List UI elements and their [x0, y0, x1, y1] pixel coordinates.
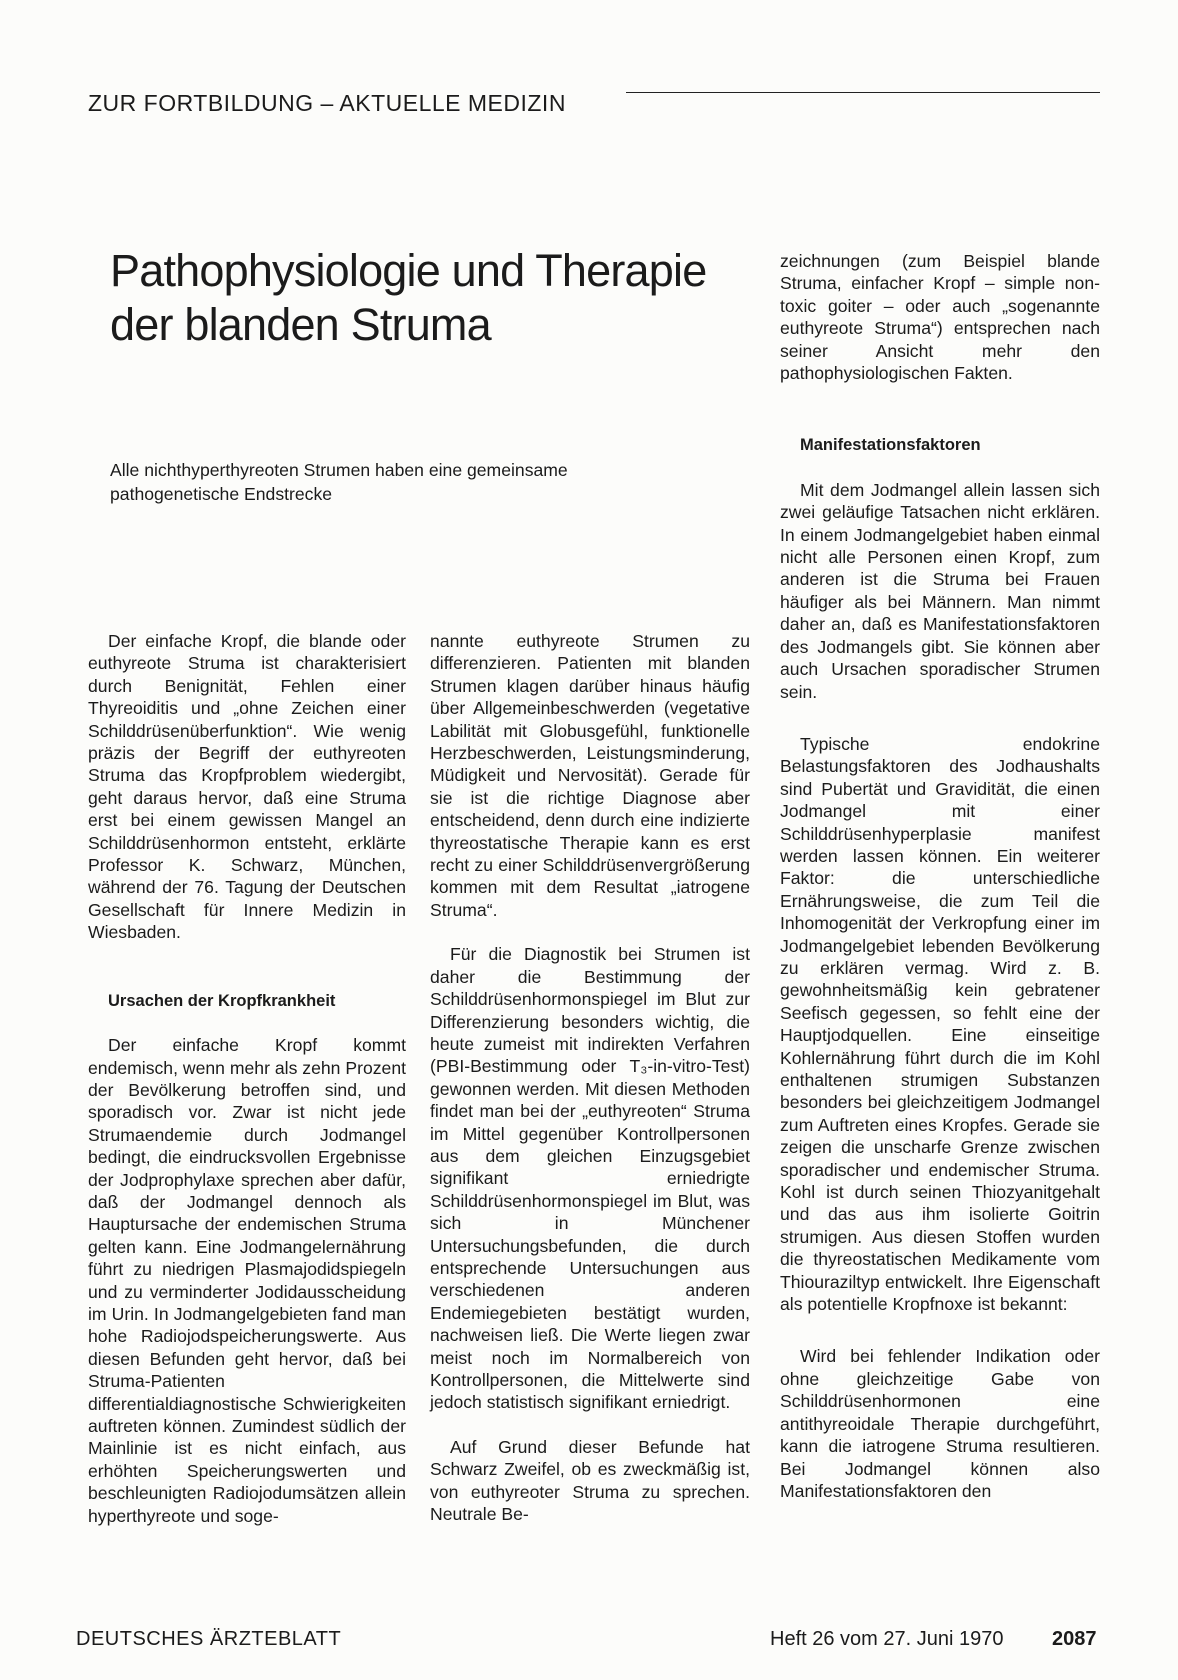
- paragraph: nannte euthyreote Strumen zu differenzieren. Patienten mit blanden Strumen klagen darüber hinaus häufig über Allgemeinbeschwerden (vegetative Labilität mit Globusgefühl, funktionelle Herzbeschwerden, Leistungsminderung, Müdigkeit und Nervosität). Gerade für sie ist die richtige Diagnose aber entscheidend, denn durch eine indizierte thyreostatische Therapie kann es erst recht zu einer Schilddrüsenvergrößerung kommen mit dem Resultat „iatrogene Struma“.: [430, 631, 750, 920]
- journal-name: DEUTSCHES ÄRZTEBLATT: [76, 1628, 342, 1650]
- section-header: ZUR FORTBILDUNG – AKTUELLE MEDIZIN: [88, 90, 566, 116]
- section-heading: Manifestationsfaktoren: [800, 436, 981, 455]
- header-rule: [626, 92, 1100, 93]
- paragraph: Mit dem Jodmangel allein lassen sich zwei geläufige Tatsachen nicht erklären. In einem Jodmangelgebiet haben einmal nicht alle Personen einen Kropf, zum anderen ist die Struma bei Frauen häufiger als bei Männern. Man nimmt daher an, daß es Manifestationsfaktoren des Jodmangels gibt. Sie können aber auch Ursachen sporadischer Strumen sein.: [780, 479, 1100, 702]
- title-line-1: Pathophysiologie und Therapie: [110, 245, 707, 296]
- issue-info: Heft 26 vom 27. Juni 1970: [770, 1628, 1004, 1650]
- article-subtitle: Alle nichthyperthyreoten Strumen haben eine gemeinsame pathogenetische Endstrecke: [110, 460, 568, 504]
- paragraph: Für die Diagnostik bei Strumen ist daher die Bestimmung der Schilddrüsenhormonspiegel im Blut zur Differenzierung besonders wichtig, die heute zumeist mit indirekten Verfahren (PBI-Bestimmung oder T₃-in-vitro-Test) gewonnen werden. Mit diesen Methoden findet man bei der „euthyreoten“ Struma im Mittel gegenüber Kontrollpersonen aus dem gleichen Einzugsgebiet signifikant erniedrigte Schilddrüsenhormonspiegel im Blut, was sich in Münchener Untersuchungsbefunden, die durch entsprechende Untersuchungen aus verschiedenen anderen Endemiegebieten bestätigt wurden, nachweisen ließ. Die Werte liegen zwar meist noch im Normalbereich von Kontrollpersonen, die Mittelwerte sind jedoch statistisch signifikant erniedrigt.: [430, 944, 750, 1413]
- article-title: [110, 244, 760, 352]
- paragraph: Wird bei fehlender Indikation oder ohne gleichzeitige Gabe von Schilddrüsenhormonen eine antithyreoidale Therapie durchgeführt, kann die iatrogene Struma resultieren. Bei Jodmangel können also Manifestationsfaktoren den: [780, 1346, 1100, 1501]
- paragraph: Typische endokrine Belastungsfaktoren des Jodhaushalts sind Pubertät und Gravidität, die einen Jodmangel mit einer Schilddrüsenhyperplasie manifest werden lassen können. Ein weiterer Faktor: die unterschiedliche Ernährungsweise, die zum Teil die Inhomogenität der Verkropfung einer im Jodmangelgebiet lebenden Bevölkerung zu erklären vermag. Wird z. B. gewohnheitsmäßig kein gebratener Seefisch gegessen, so fehlt eine der Hauptjodquellen. Eine einseitige Kohlernährung führt durch die im Kohl enthaltenen strumigen Substanzen besonders bei gleichzeitigem Jodmangel zum Auftreten eines Kropfes. Gerade sie zeigen die unscharfe Grenze zwischen sporadischer und endemischer Struma. Kohl ist durch seinen Thiozyanitgehalt und das aus ihm isolierte Goitrin strumigen. Aus diesen Stoffen wurden die thyreostatischen Medikamente vom Thiouraziltyp entwickelt. Ihre Eigenschaft als potentielle Kropfnoxe ist bekannt:: [780, 733, 1100, 1315]
- text-column-1: [88, 630, 406, 1527]
- page-number: 2087: [1052, 1628, 1097, 1650]
- paragraph: zeichnungen (zum Beispiel blande Struma, einfacher Kropf – simple non-toxic goiter – oder auch „sogenannte euthyreote Struma“) entsprechen nach seiner Ansicht mehr den pathophysiologischen Fakten.: [780, 251, 1100, 384]
- paragraph: Der einfache Kropf, die blande oder euthyreote Struma ist charakterisiert durch Benignität, Fehlen einer Thyreoiditis und „ohne Zeichen einer Schilddrüsenüberfunktion“. Wie wenig präzis der Begriff der euthyreoten Struma das Kropfproblem wiedergibt, geht daraus hervor, daß eine Struma erst bei einem gewissen Mangel an Schilddrüsenhormon entsteht, erklärte Professor K. Schwarz, München, während der 76. Tagung der Deutschen Gesellschaft für Innere Medizin in Wiesbaden.: [88, 631, 406, 943]
- text-column-2: [430, 630, 750, 1525]
- paragraph: Der einfache Kropf kommt endemisch, wenn mehr als zehn Prozent der Bevölkerung betroffen sind, und sporadisch vor. Zwar ist nicht jede Strumaendemie durch Jodmangel bedingt, die eindrucksvollen Ergebnisse der Jodprophylaxe sprechen aber dafür, daß der Jodmangel dennoch als Hauptursache der endemischen Struma gelten kann. Eine Jodmangelernährung führt zu niedrigen Plasmajodidspiegeln und zu verminderter Jodidausscheidung im Urin. In Jodmangelgebieten fand man hohe Radiojodspeicherungswerte. Aus diesen Befunden geht hervor, daß bei Struma-Patienten differentialdiagnostische Schwierigkeiten auftreten können. Zumindest südlich der Mainlinie ist es nicht einfach, aus erhöhten Speicherungswerten und beschleunigten Radiojodumsätzen allein hyperthyreote und soge-: [88, 1035, 406, 1526]
- paragraph: Auf Grund dieser Befunde hat Schwarz Zweifel, ob es zweckmäßig ist, von euthyreoter Struma zu sprechen. Neutrale Be-: [430, 1436, 750, 1525]
- text-column-3: [780, 250, 1100, 1502]
- section-heading: Ursachen der Kropfkrankheit: [108, 991, 336, 1010]
- title-line-2: der blanden Struma: [110, 299, 491, 350]
